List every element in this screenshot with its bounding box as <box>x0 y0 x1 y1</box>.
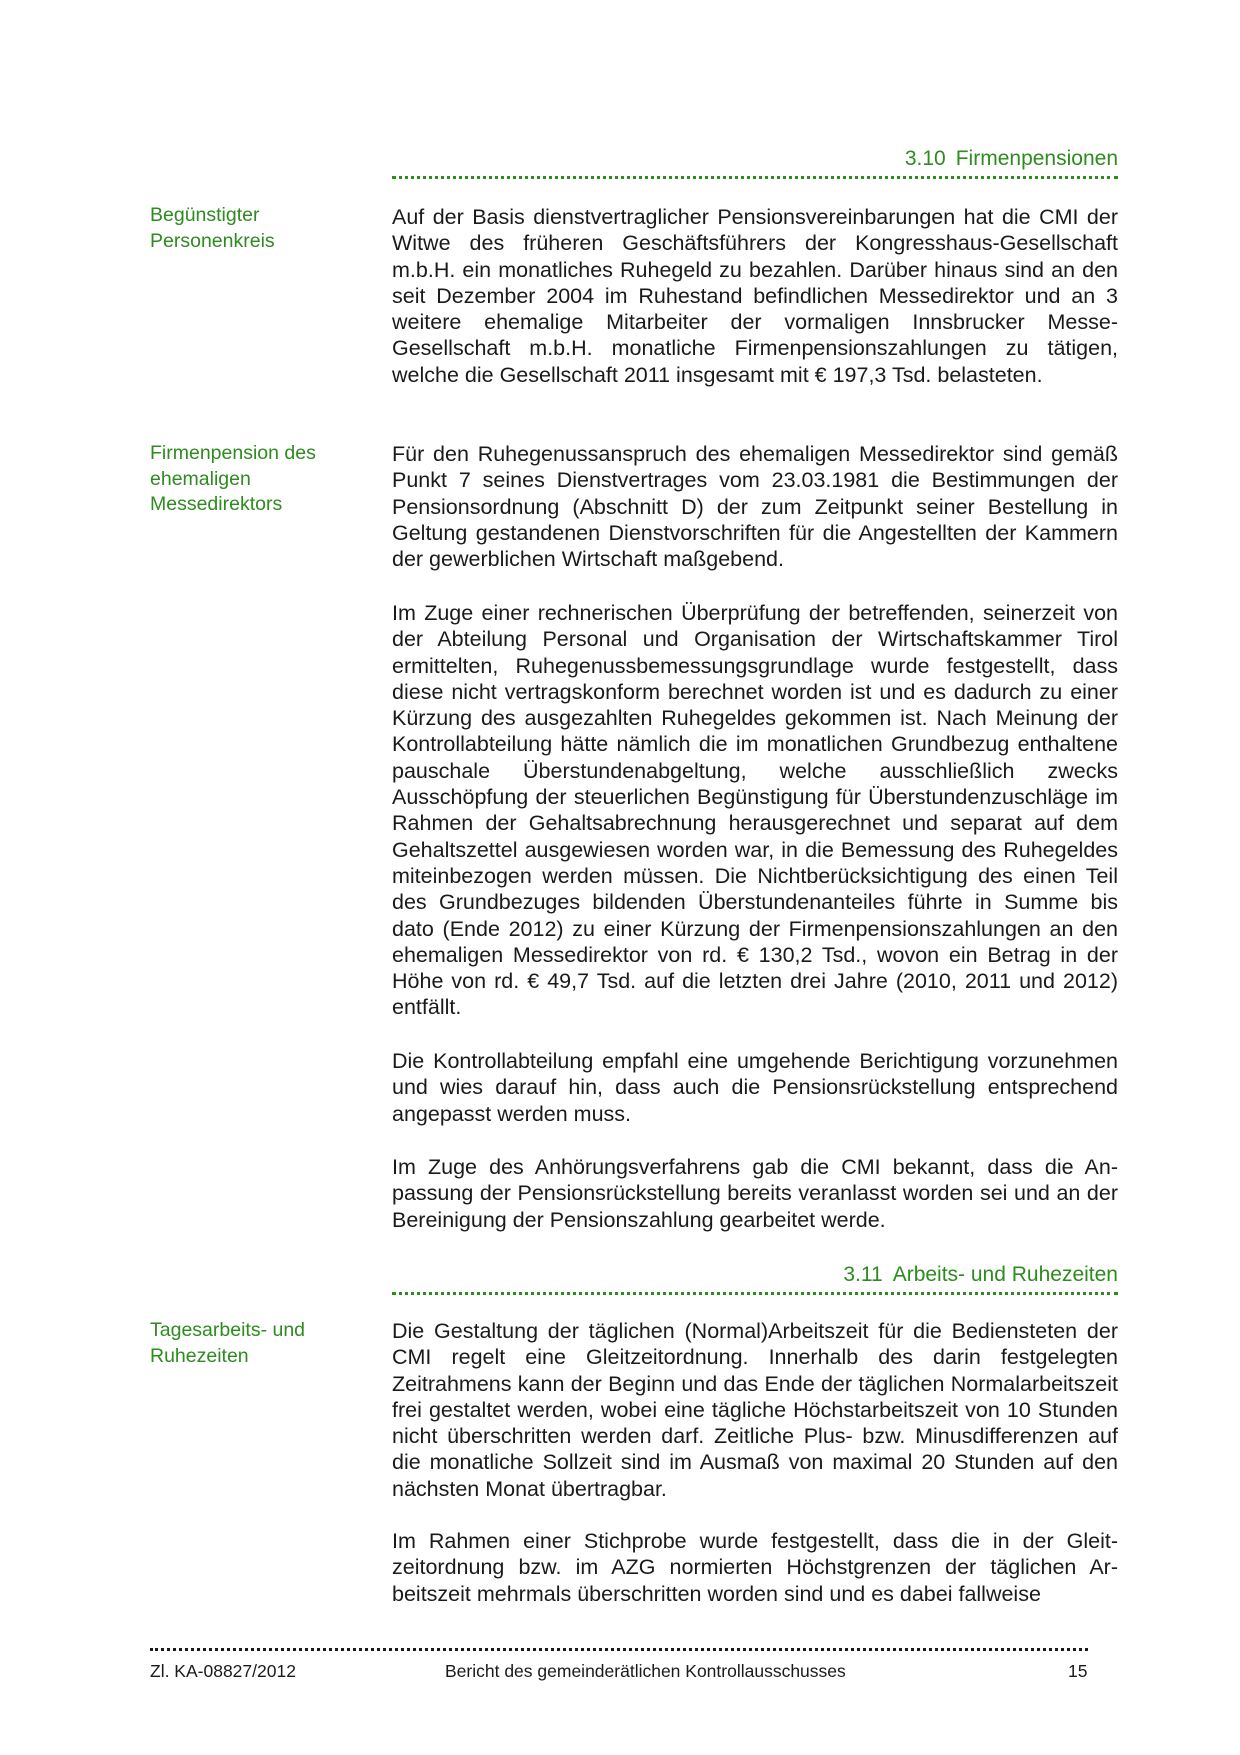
section-title: Firmenpensionen <box>955 147 1118 170</box>
paragraph-empfehlung: Die Kontrollabteilung empfahl eine umgehende Berichtigung vorzunehmen und wies darauf hin, dass auch die Pensionsrückstellung entsprechend angepasst werden muss. <box>392 1049 1118 1126</box>
paragraph-ueberpruefung: Im Zuge einer rechnerischen Überprüfung der betreffenden, seinerzeit von der Abteilung Personal und Organisation der Wirtschaftskammer Tirol ermittelten, Ruhegenussbemessungsgrundlage wurde festgestellt, dass diese nicht vertragskonform berechnet worden ist und es dadurch zu einer Kürzung des ausgezahlten Ruhegeldes gekommen ist. Nach Meinung der Kontrollabteilung hätte nämlich die im monatlichen Grundbezug enthaltene pauschale Überstundenabgeltung, welche ausschließlich zwecks Ausschöpfung der steuerlichen Begünstigung für Überstundenzuschläge im Rahmen der Gehaltsabrechnung herausgerechnet und separat auf dem Gehaltszettel ausgewiesen worden war, in die Bemessung des Ruhegeldes miteinbezogen werden müssen. Die Nichtberücksichtigung des einen Teil des Grundbezuges bildenden Überstundenanteiles führte in Summe bis dato (Ende 2012) zu einer Kürzung der Firmenpensionszahlungen an den ehemaligen Messedirektor von rd. € 130,2 Tsd., wovon ein Betrag in der Höhe von rd. € 49,7 Tsd. auf die letzten drei Jahre (2010, 2011 und 2012) entfällt. <box>392 601 1118 1020</box>
footer-reference: Zl. KA-08827/2012 <box>150 1661 296 1681</box>
side-label-firmenpension-messedirektor: Firmenpension des ehemaligen Messedirektors <box>150 442 316 515</box>
section-heading-arbeits-ruhezeiten <box>392 1262 1118 1295</box>
side-label-beguenstigter-personenkreis: Begünstigter Personenkreis <box>150 204 275 252</box>
paragraph-beguenstigter-personenkreis: Auf der Basis dienstvertraglicher Pensionsvereinbarungen hat die CMI der Witwe des früheren Geschäftsführers der Kongresshaus-Gesellschaft m.b.H. ein monatliches Ruhegeld zu bezahlen. Darüber hinaus sind an den seit Dezember 2004 im Ruhestand befindlichen Messedirektor und an 3 weitere ehemalige Mitarbeiter der vormaligen Innsbrucker Messe-Gesellschaft m.b.H. monatliche Firmenpensionszahlungen zu tätigen, welche die Gesellschaft 2011 insgesamt mit € 197,3 Tsd. belasteten. <box>392 205 1118 387</box>
paragraph-ruhegenussanspruch: Für den Ruhegenussanspruch des ehemaligen Messedirektor sind gemäß Punkt 7 seines Dienstvertrages vom 23.03.1981 die Bestimmungen der Pensionsordnung (Abschnitt D) der zum Zeitpunkt seiner Bestellung in Geltung gestandenen Dienstvorschriften für die Angestellten der Kammern der gewerblichen Wirtschaft maßgebend. <box>392 442 1118 572</box>
paragraph-anhoerungsverfahren: Im Zuge des Anhörungsverfahrens gab die CMI bekannt, dass die Anpassung der Pensionsrückstellung bereits veranlasst worden sei und an der Bereinigung der Pensionszahlung gearbeitet werde. <box>392 1155 1118 1232</box>
side-label-tagesarbeits-ruhezeiten: Tagesarbeits- und Ruhezeiten <box>150 1319 306 1367</box>
section-heading-firmenpensionen <box>392 146 1118 179</box>
section-title: Arbeits- und Ruhezeiten <box>892 1263 1118 1286</box>
section-number: 3.11 <box>843 1263 883 1286</box>
paragraph-stichprobe: Im Rahmen einer Stichprobe wurde festgestellt, dass die in der Gleitzeitordnung bzw. im AZG normierten Höchstgrenzen der täglichen Arbeitszeit mehrmals überschritten worden sind und es dabei fallweise <box>392 1529 1118 1606</box>
footer-report-title: Bericht des gemeinderätlichen Kontrollausschusses <box>445 1661 846 1681</box>
footer-divider <box>150 1648 1088 1651</box>
footer-page-number: 15 <box>1068 1661 1088 1681</box>
paragraph-gleitzeitordnung: Die Gestaltung der täglichen (Normal)Arbeitszeit für die Bediensteten der CMI regelt eine Gleitzeitordnung. Innerhalb des darin festgelegten Zeitrahmens kann der Beginn und das Ende der täglichen Normalarbeitszeit frei gestaltet werden, wobei eine tägliche Höchstarbeitszeit von 10 Stunden nicht überschritten werden darf. Zeitliche Plus- bzw. Minusdifferenzen auf die monatliche Sollzeit sind im Ausmaß von maximal 20 Stunden auf den nächsten Monat übertragbar. <box>392 1319 1118 1501</box>
section-number: 3.10 <box>904 147 946 170</box>
